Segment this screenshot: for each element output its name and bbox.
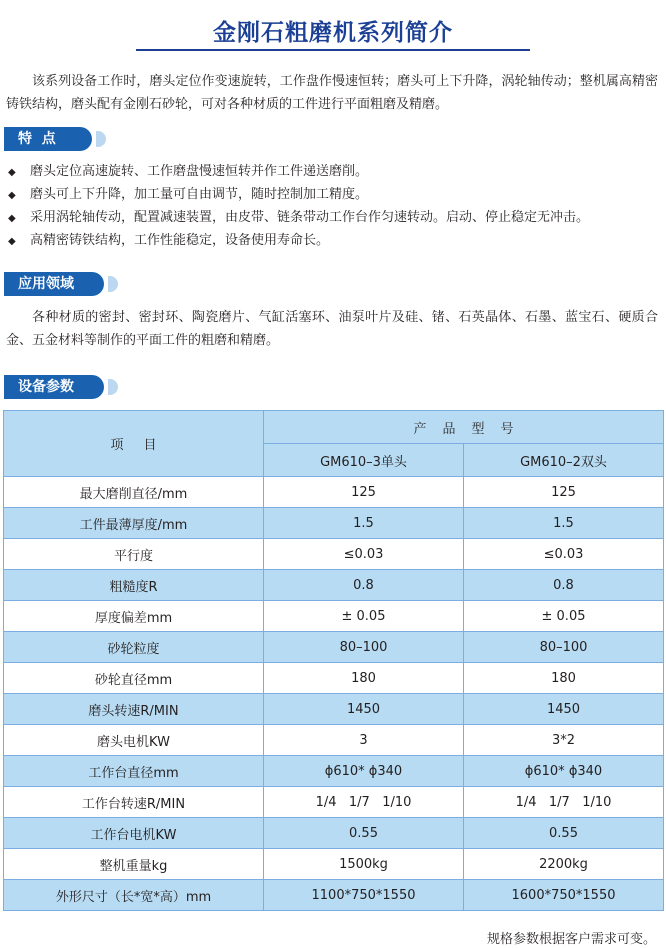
spec-value: 2200kg: [464, 849, 664, 880]
spec-value: 80–100: [264, 632, 464, 663]
feature-text: 采用涡轮轴传动，配置减速装置，由皮带、链条带动工作台作匀速转动。启动、停止稳定无冲击。: [30, 210, 590, 225]
spec-value: 1.5: [464, 508, 664, 539]
spec-label: 外形尺寸（长*宽*高）mm: [4, 880, 264, 911]
feature-item: [8, 160, 658, 183]
intro-paragraph: 该系列设备工作时，磨头定位作变速旋转，工作盘作慢速恒转；磨头可上下升降，涡轮轴传动；整机属高精密铸铁结构，磨头配有金刚石砂轮，可对各种材质的工件进行平面粗磨及精磨。: [6, 74, 658, 112]
table-row: [4, 694, 664, 725]
table-row: [4, 756, 664, 787]
spec-value: ≤0.03: [464, 539, 664, 570]
table-row: [4, 601, 664, 632]
diamond-bullet-icon: ◆: [8, 190, 16, 201]
table-row: [4, 539, 664, 570]
feature-item: [8, 229, 658, 252]
spec-value: 3*2: [464, 725, 664, 756]
feature-text: 高精密铸铁结构，工作性能稳定，设备使用寿命长。: [30, 233, 330, 248]
spec-value: 125: [464, 477, 664, 508]
spec-value: 0.55: [464, 818, 664, 849]
spec-value: 0.8: [264, 570, 464, 601]
specs-table: [3, 410, 664, 911]
table-row: [4, 632, 664, 663]
spec-value: 125: [264, 477, 464, 508]
spec-label: 平行度: [4, 539, 264, 570]
section-heading-features: [4, 127, 92, 151]
page-title: 金刚石粗磨机系列简介: [213, 20, 453, 46]
spec-value: 1/4 1/7 1/10: [464, 787, 664, 818]
spec-value: 0.8: [464, 570, 664, 601]
table-row: [4, 725, 664, 756]
spec-value: 180: [464, 663, 664, 694]
spec-value: 1600*750*1550: [464, 880, 664, 911]
section-heading-specs-label: 设备参数: [18, 379, 74, 395]
spec-value: ϕ610* ϕ340: [464, 756, 664, 787]
footnote: 规格参数根据客户需求可变。: [486, 932, 656, 947]
spec-value: 1/4 1/7 1/10: [264, 787, 464, 818]
table-row: [4, 880, 664, 911]
feature-item: [8, 183, 658, 206]
spec-value: 1.5: [264, 508, 464, 539]
spec-value: 1450: [464, 694, 664, 725]
section-heading-applications-label: 应用领域: [18, 276, 74, 292]
spec-label: 整机重量kg: [4, 849, 264, 880]
spec-value: 180: [264, 663, 464, 694]
feature-item: [8, 206, 658, 229]
spec-value: 0.55: [264, 818, 464, 849]
table-row: [4, 818, 664, 849]
spec-value: 1500kg: [264, 849, 464, 880]
spec-label: 粗糙度R: [4, 570, 264, 601]
table-row: [4, 477, 664, 508]
feature-text: 磨头可上下升降，加工量可自由调节，随时控制加工精度。: [30, 187, 369, 202]
diamond-bullet-icon: ◆: [8, 167, 16, 178]
spec-label: 工作台电机KW: [4, 818, 264, 849]
applications-paragraph: 各种材质的密封、密封环、陶瓷磨片、气缸活塞环、油泵叶片及硅、锗、石英晶体、石墨、蓝宝石、硬质合金、五金材料等制作的平面工件的粗磨和精磨。: [6, 310, 658, 348]
table-row: [4, 663, 664, 694]
spec-label: 最大磨削直径/mm: [4, 477, 264, 508]
spec-label: 磨头转速R/MIN: [4, 694, 264, 725]
spec-value: ϕ610* ϕ340: [264, 756, 464, 787]
spec-label: 砂轮直径mm: [4, 663, 264, 694]
model-name-header: GM610–2双头: [464, 444, 664, 477]
spec-label: 工作台直径mm: [4, 756, 264, 787]
model-column-header: 产品型号: [264, 411, 664, 444]
diamond-bullet-icon: ◆: [8, 236, 16, 247]
spec-label: 磨头电机KW: [4, 725, 264, 756]
spec-value: 1450: [264, 694, 464, 725]
spec-value: 80–100: [464, 632, 664, 663]
table-row: [4, 849, 664, 880]
title-underline: [136, 49, 530, 51]
spec-label: 厚度偏差mm: [4, 601, 264, 632]
spec-value: 1100*750*1550: [264, 880, 464, 911]
spec-value: 3: [264, 725, 464, 756]
spec-label: 砂轮粒度: [4, 632, 264, 663]
section-heading-applications: [4, 272, 104, 296]
model-name-header: GM610–3单头: [264, 444, 464, 477]
spec-value: ≤0.03: [264, 539, 464, 570]
spec-label: 工作台转速R/MIN: [4, 787, 264, 818]
section-heading-features-label: 特 点: [18, 131, 56, 147]
diamond-bullet-icon: ◆: [8, 213, 16, 224]
feature-text: 磨头定位高速旋转、工作磨盘慢速恒转并作工件递送磨削。: [30, 164, 369, 179]
table-row: [4, 570, 664, 601]
spec-value: ± 0.05: [264, 601, 464, 632]
table-row: [4, 787, 664, 818]
spec-label: 工件最薄厚度/mm: [4, 508, 264, 539]
spec-value: ± 0.05: [464, 601, 664, 632]
item-column-header: 项目: [4, 411, 264, 477]
table-row: [4, 508, 664, 539]
section-heading-specs: [4, 375, 104, 399]
features-list: [8, 160, 658, 252]
